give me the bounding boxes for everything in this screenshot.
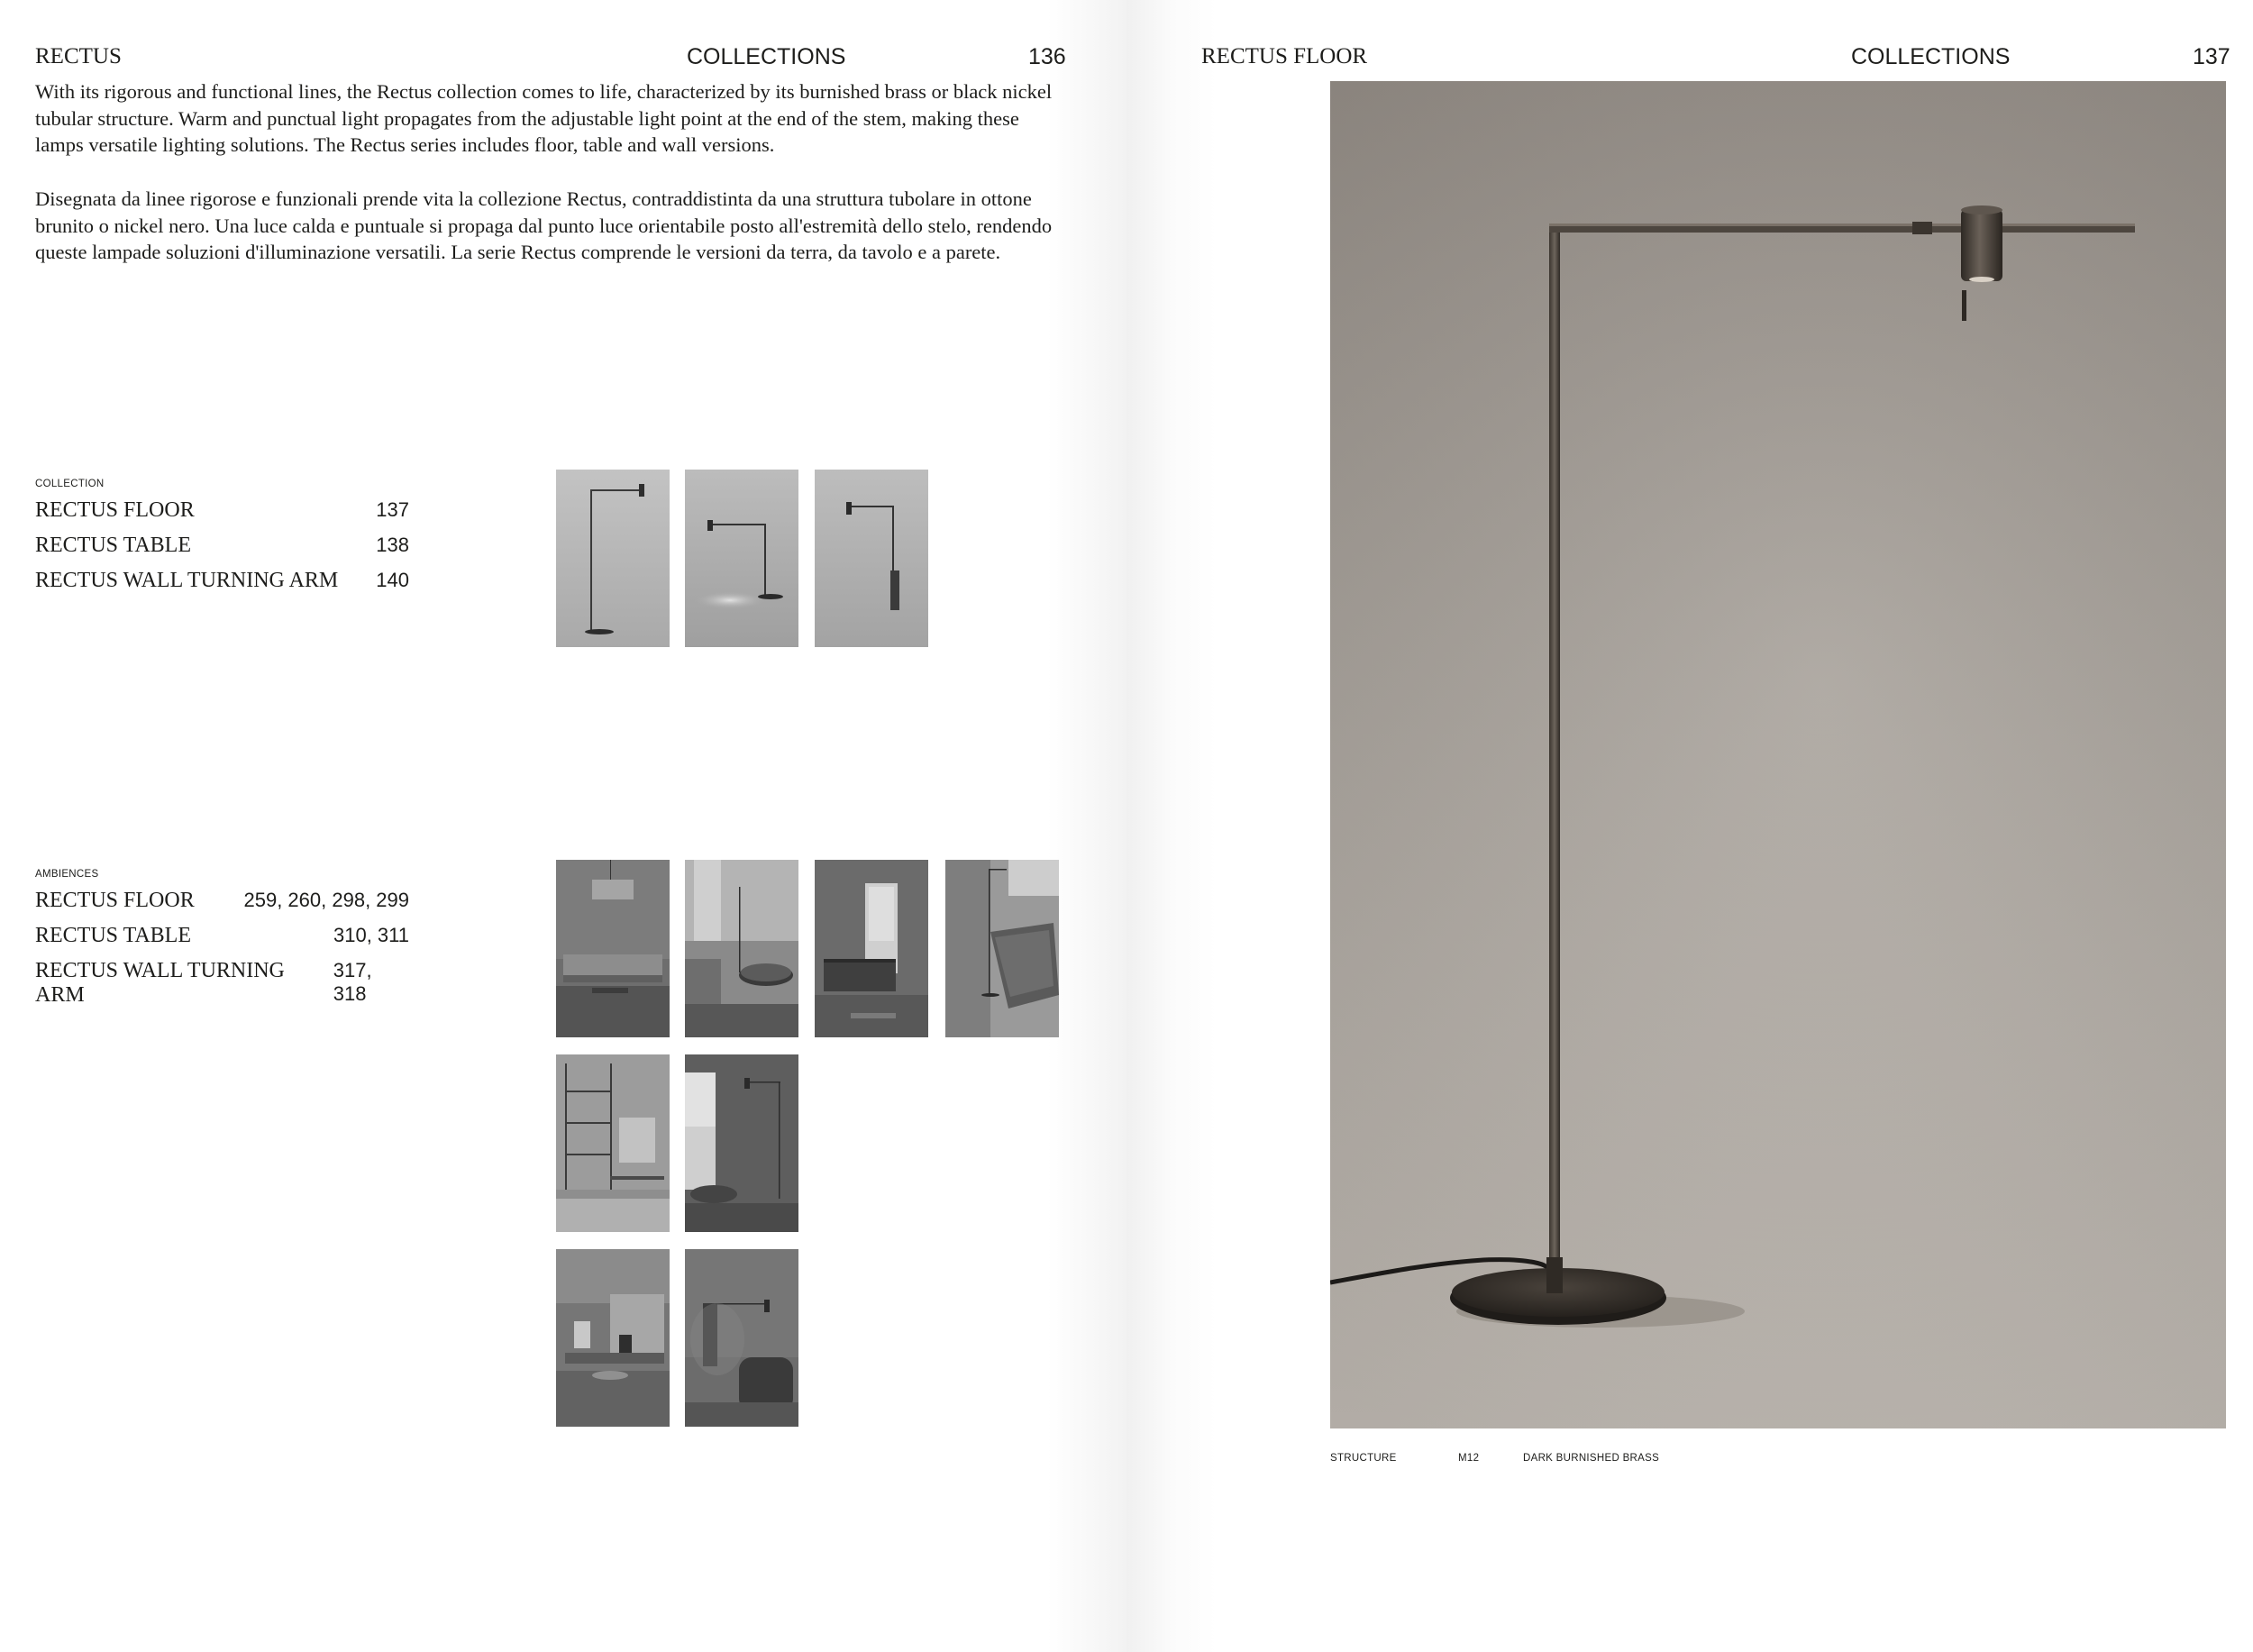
armchair-wall-lamp-ambience[interactable] (685, 1249, 798, 1427)
ambience-row[interactable] (35, 889, 409, 924)
collection-row[interactable] (35, 498, 409, 534)
table-lamp-thumbnail[interactable] (685, 470, 798, 647)
collection-item-page: 137 (376, 498, 409, 521)
collection-item-page: 138 (376, 534, 409, 556)
spec-code: M12 (1458, 1453, 1480, 1464)
ambience-item-pages: 259, 260, 298, 299 (243, 889, 409, 911)
ambience-item-pages: 310, 311 (333, 924, 409, 946)
collection-item-name: RECTUS WALL TURNING ARM (35, 569, 339, 592)
collection-item-name: RECTUS FLOOR (35, 498, 195, 522)
ambience-item-pages: 317, 318 (333, 959, 372, 1005)
collection-label: COLLECTION (35, 479, 105, 489)
ambiences-index (35, 889, 409, 1007)
collection-row[interactable] (35, 534, 409, 569)
page-number-right: 137 (2193, 44, 2230, 69)
collection-item-name: RECTUS TABLE (35, 534, 191, 557)
collection-row[interactable] (35, 569, 409, 604)
ambience-row[interactable] (35, 959, 409, 1007)
ambience-item-name: RECTUS WALL TURNING ARM (35, 959, 285, 1007)
spec-label: STRUCTURE (1330, 1453, 1397, 1464)
shelving-interior-ambience[interactable] (556, 1054, 670, 1232)
section-title-left: COLLECTIONS (687, 44, 846, 69)
living-room-ambience[interactable] (556, 860, 670, 1037)
running-head-left: RECTUS (35, 44, 122, 68)
ambience-item-name: RECTUS FLOOR (35, 889, 195, 912)
collection-item-page: 140 (376, 569, 409, 591)
rectus-floor-lamp-photo[interactable] (1330, 81, 2226, 1428)
ambience-item-name: RECTUS TABLE (35, 924, 191, 947)
left-page (0, 0, 1126, 1652)
reading-corner-ambience[interactable] (685, 1054, 798, 1232)
collection-index (35, 498, 409, 604)
lounge-table-ambience[interactable] (685, 860, 798, 1037)
intro-italian: Disegnata da linee rigorose e funzionali prende vita la collezione Rectus, contraddistinta da una struttura tubolare in ottone brunito o nickel nero. Una luce calda e puntuale si propaga dal punto luce orientabile posto all'estremità dello stelo, rendendo queste lampade soluzioni d'illuminazione versatili. La serie Rectus comprende le versioni da terra, da tavolo e a parete. (35, 187, 1053, 263)
ambience-row[interactable] (35, 924, 409, 959)
page-number-left: 136 (1028, 44, 1066, 69)
wall-lamp-thumbnail[interactable] (815, 470, 928, 647)
section-title-right: COLLECTIONS (1851, 44, 2011, 69)
ambiences-label: AMBIENCES (35, 869, 99, 880)
floor-lamp-thumbnail[interactable] (556, 470, 670, 647)
window-sideboard-ambience[interactable] (815, 860, 928, 1037)
running-head-right: RECTUS FLOOR (1201, 44, 1368, 68)
stone-detail-ambience[interactable] (945, 860, 1059, 1037)
spec-finish: DARK BURNISHED BRASS (1523, 1453, 1660, 1464)
kitchen-interior-ambience[interactable] (556, 1249, 670, 1427)
intro-english: With its rigorous and functional lines, the Rectus collection comes to life, characterized by its burnished brass or black nickel tubular structure. Warm and punctual light propagates from the adjustable light point at the end of the stem, making these lamps versatile lighting solutions. The Rectus series includes floor, table and wall versions. (35, 80, 1053, 156)
